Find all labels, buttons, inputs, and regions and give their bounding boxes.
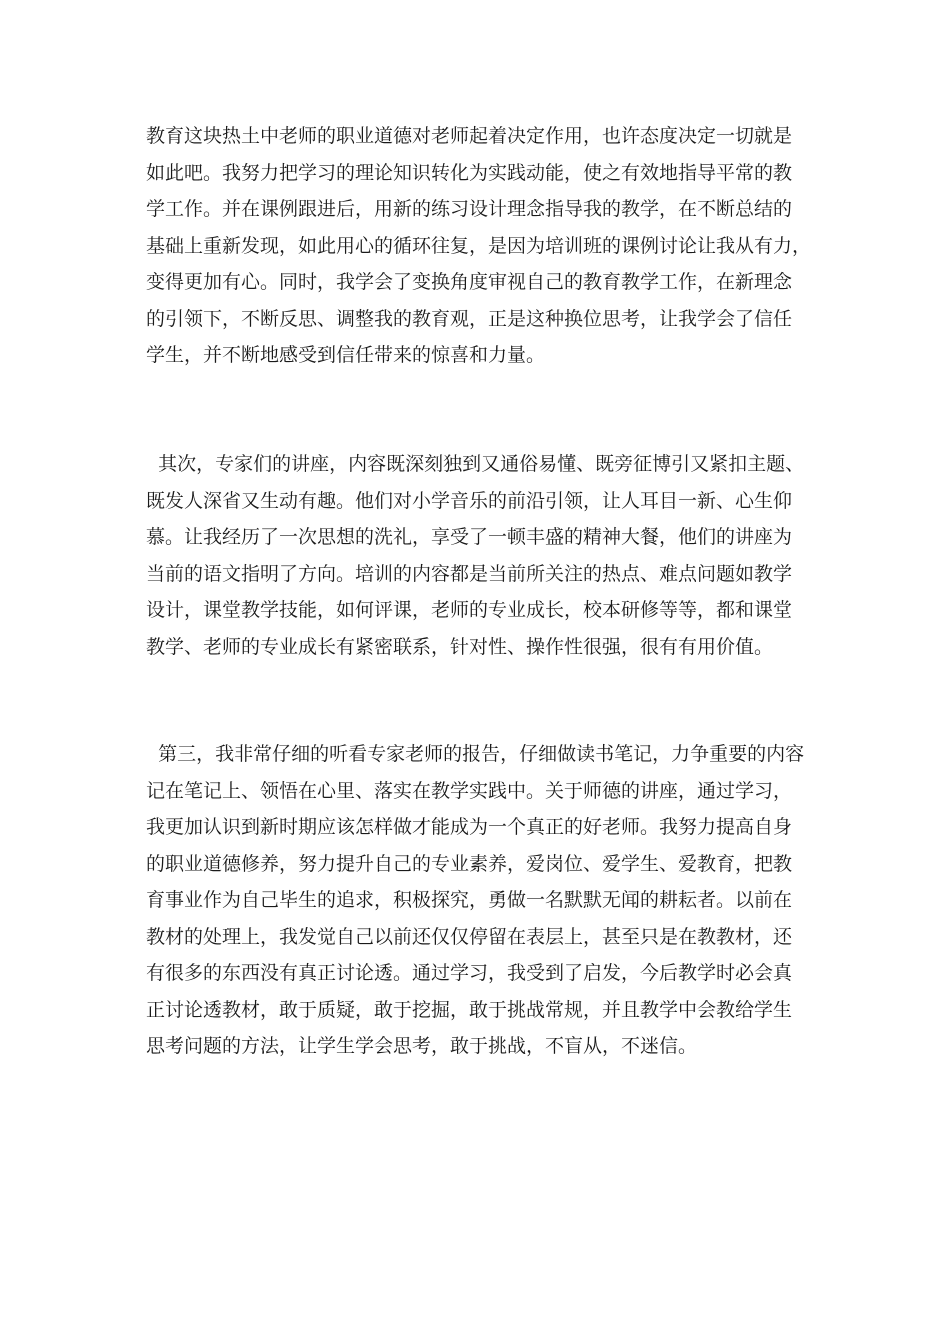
paragraph-line: 的引领下，不断反思、调整我的教育观，正是这种换位思考，让我学会了信任 [146,307,793,330]
paragraph-line: 学工作。并在课例跟进后，用新的练习设计理念指导我的教学，在不断总结的 [146,198,793,220]
paragraph-line: 其次，专家们的讲座，内容既深刻独到又通俗易懂、既旁征博引又紧扣主题、 [146,453,805,475]
paragraph-1 [146,118,812,374]
paragraph-line: 有很多的东西没有真正讨论透。通过学习，我受到了启发，今后教学时必会真 [146,962,793,984]
paragraph-line: 教材的处理上，我发觉自己以前还仅仅停留在表层上，甚至只是在教教材，还 [146,925,793,948]
paragraph-line: 如此吧。我努力把学习的理论知识转化为实践动能，使之有效地指导平常的教 [146,161,793,184]
paragraph-line: 变得更加有心。同时，我学会了变换角度审视自己的教育教学工作，在新理念 [146,271,793,293]
paragraph-2 [146,446,808,665]
paragraph-line: 记在笔记上、领悟在心里、落实在教学实践中。关于师德的讲座，通过学习， [146,779,793,802]
paragraph-line: 慕。让我经历了一次思想的洗礼，享受了一顿丰盛的精神大餐，他们的讲座为 [146,526,793,548]
paragraph-line: 的职业道德修养，努力提升自己的专业素养，爱岗位、爱学生、爱教育，把教 [146,852,793,875]
paragraph-line: 我更加认识到新时期应该怎样做才能成为一个真正的好老师。我努力提高自身 [146,816,793,838]
paragraph-line: 教育这块热土中老师的职业道德对老师起着决定作用，也许态度决定一切就是 [146,125,793,147]
paragraph-line: 学生，并不断地感受到信任带来的惊喜和力量。 [146,344,546,366]
paragraph-line: 育事业作为自己毕生的追求，积极探究，勇做一名默默无闻的耕耘者。以前在 [146,889,793,911]
paragraph-line: 思考问题的方法，让学生学会思考，敢于挑战，不盲从，不迷信。 [146,1035,698,1057]
paragraph-line: 正讨论透教材，敢于质疑，敢于挖掘，敢于挑战常规，并且教学中会教给学生 [146,998,793,1021]
paragraph-line: 设计，课堂教学技能，如何评课，老师的专业成长，校本研修等等，都和课堂 [146,599,793,621]
paragraph-line: 第三，我非常仔细的听看专家老师的报告，仔细做读书笔记，力争重要的内容 [146,743,805,765]
paragraph-line: 教学、老师的专业成长有紧密联系，针对性、操作性很强，很有有用价值。 [146,635,774,658]
paragraph-3 [146,736,808,1065]
paragraph-line: 基础上重新发现，如此用心的循环往复，是因为培训班的课例讨论让我从有力， [146,234,812,257]
paragraph-line: 当前的语文指明了方向。培训的内容都是当前所关注的热点、难点问题如教学 [146,562,793,585]
paragraph-line: 既发人深省又生动有趣。他们对小学音乐的前沿引领，让人耳目一新、心生仰 [146,489,793,512]
